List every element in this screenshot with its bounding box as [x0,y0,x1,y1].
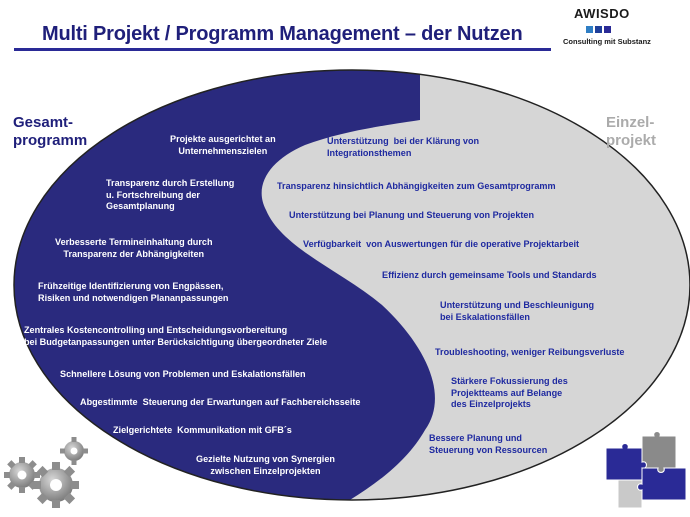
gesamt-item-7: Abgestimmte Steuerung der Erwartungen auf Fachbereichsseite [80,397,361,407]
puzzle-piece-3 [638,468,687,500]
gear-small-left-icon [4,457,40,493]
einzel-item-7: Troubleshooting, weniger Reibungsverluste [435,347,625,357]
logo-tagline: Consulting mit Substanz [563,37,651,46]
gesamt-item-4: Frühzeitige Identifizierung von Engpässen, Risiken und notwendigen Plananpassungen [38,281,229,303]
einzel-item-1: Unterstützung bei der Klärung von Integrationsthemen [327,136,480,158]
gears-icon [0,437,100,512]
einzelprojekt-label: Einzel- projekt [606,114,657,149]
slide-title: Multi Projekt / Programm Management – der Nutzen [42,23,523,45]
gesamt-item-1: Projekte ausgerichtet an Unternehmenszielen [170,134,276,156]
einzel-item-5: Effizienz durch gemeinsame Tools und Standards [382,270,597,280]
gesamt-item-8: Zielgerichtete Kommunikation mit GFB´s [113,425,292,435]
einzel-item-8: Stärkere Fokussierung des Projektteams auf Belange des Einzelprojekts [451,376,568,409]
gesamt-item-2: Transparenz durch Erstellung u. Fortschreibung der Gesamtplanung [106,178,235,211]
einzel-item-3: Unterstützung bei Planung und Steuerung von Projekten [289,210,535,220]
gesamt-item-5: Zentrales Kostencontrolling und Entscheidungsvorbereitung bei Budgetanpassungen unter Berücksichtigung übergeordneter Ziele [24,325,328,347]
logo-name: AWISDO [574,6,630,21]
gear-small-top-icon [60,437,88,465]
gesamt-item-6: Schnellere Lösung von Problemen und Eskalationsfällen [60,369,306,379]
puzzle-piece-1 [606,444,647,481]
einzel-item-6: Unterstützung und Beschleunigung bei Eskalationsfällen [440,300,595,322]
puzzle-piece-4 [618,480,642,508]
gesamt-item-3: Verbesserte Termineinhaltung durch Transparenz der Abhängigkeiten [55,237,213,259]
einzel-item-4: Verfügbarkeit von Auswertungen für die operative Projektarbeit [303,239,580,249]
puzzle-icon [600,428,690,513]
gesamtprogramm-label: Gesamt- programm [13,114,88,149]
gear-large-icon [33,462,79,508]
gesamt-item-9: Gezielte Nutzung von Synergien zwischen Einzelprojekten [196,454,335,476]
einzel-item-9: Bessere Planung und Steuerung von Ressourcen [429,433,548,455]
puzzle-piece-2 [642,432,676,473]
einzel-item-2: Transparenz hinsichtlich Abhängigkeiten zum Gesamtprogramm [277,181,556,191]
